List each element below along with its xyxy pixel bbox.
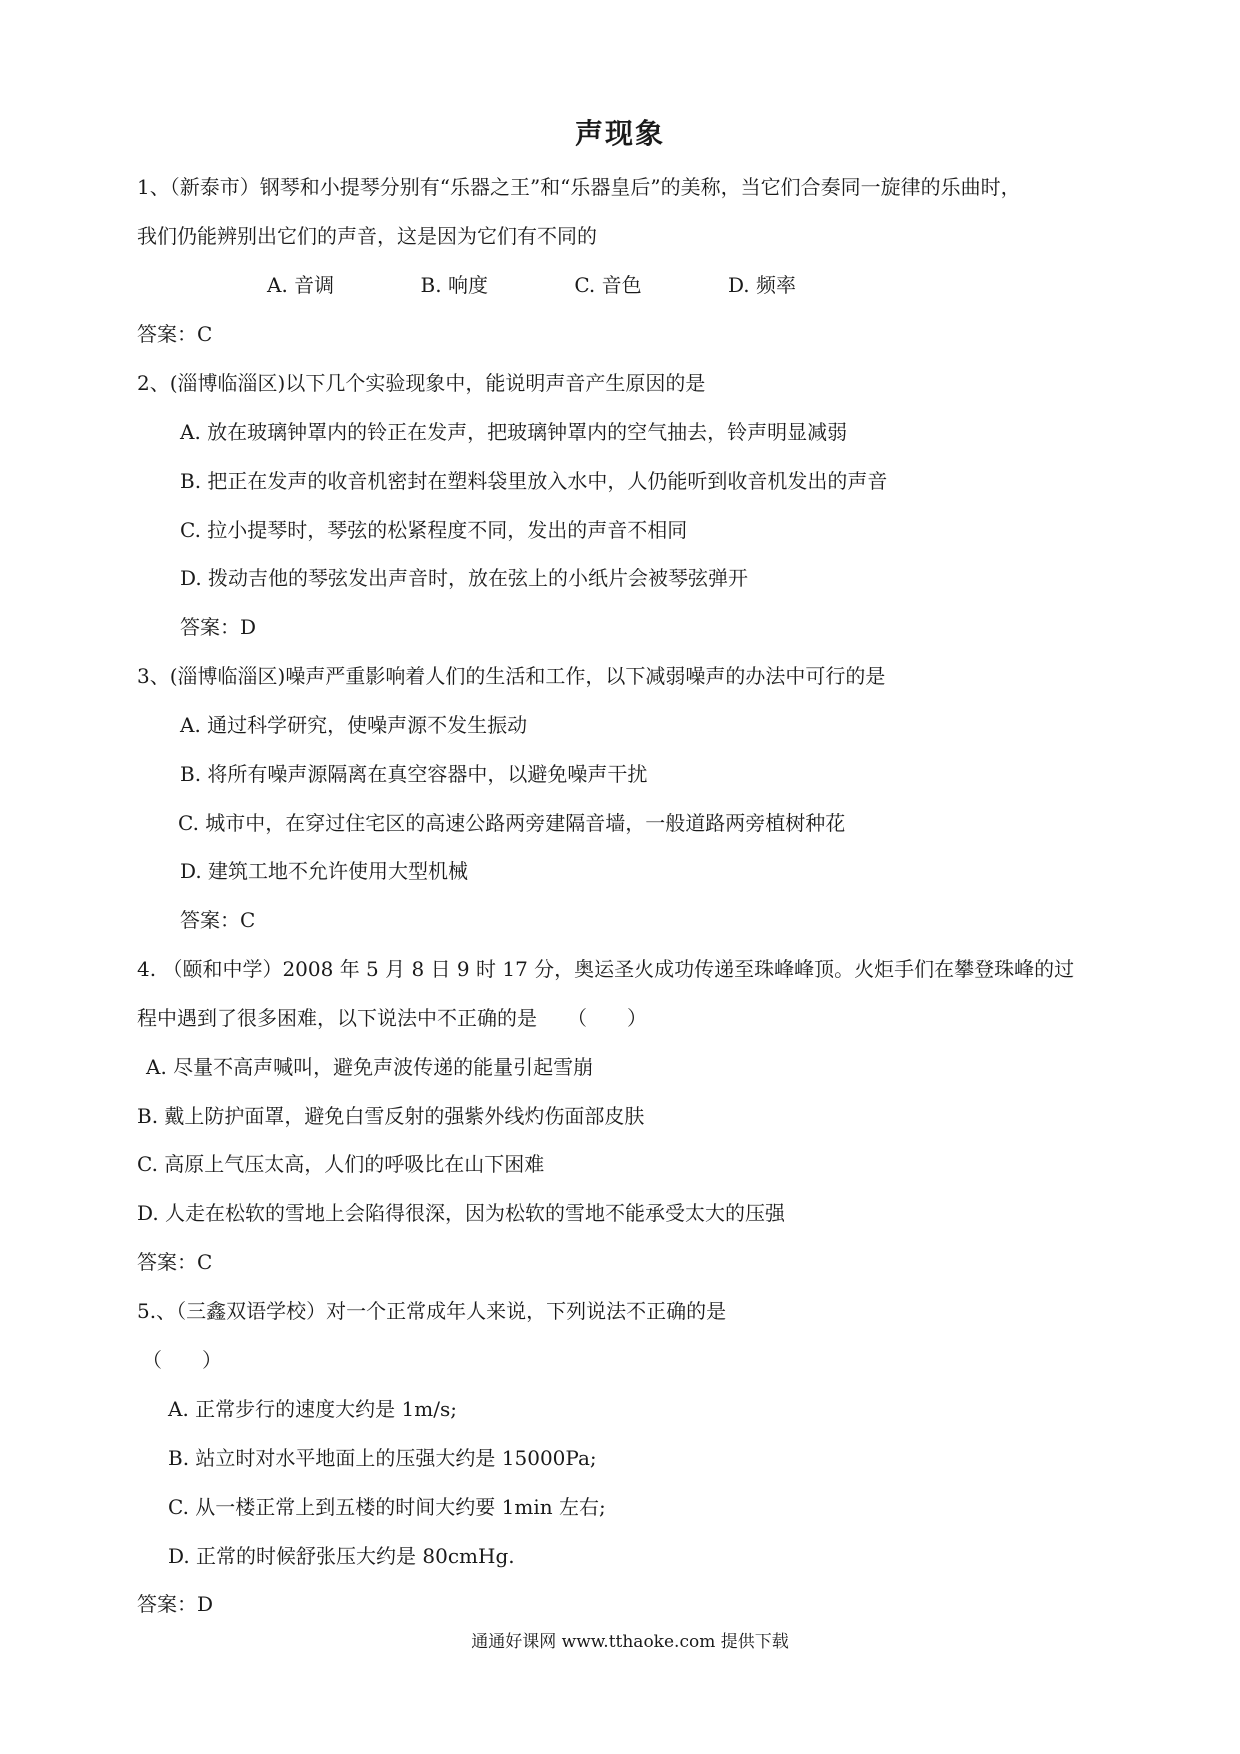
- q3-option-b: B. 将所有噪声源隔离在真空容器中，以避免噪声干扰: [180, 762, 648, 786]
- q2-answer: 答案：D: [180, 615, 257, 639]
- q1-answer: 答案：C: [137, 322, 213, 346]
- q5-stem-line1: 5.、（三鑫双语学校）对一个正常成年人来说，下列说法不正确的是: [137, 1299, 727, 1323]
- q2-option-a: A. 放在玻璃钟罩内的铃正在发声，把玻璃钟罩内的空气抽去，铃声明显减弱: [180, 420, 848, 444]
- q4-stem-line2: 程中遇到了很多困难，以下说法中不正确的是 （ ）: [137, 1006, 647, 1030]
- q3-option-c: C. 城市中，在穿过住宅区的高速公路两旁建隔音墙，一般道路两旁植树种花: [178, 811, 846, 835]
- q2-option-c: C. 拉小提琴时，琴弦的松紧程度不同，发出的声音不相同: [180, 518, 688, 542]
- q1-options: [267, 270, 836, 300]
- q1-option-c: C. 音色: [574, 273, 642, 297]
- q5-answer: 答案：D: [137, 1592, 214, 1616]
- q3-stem: 3、(淄博临淄区)噪声严重影响着人们的生活和工作，以下减弱噪声的办法中可行的是: [137, 664, 886, 688]
- q4-option-c: C. 高原上气压太高，人们的呼吸比在山下困难: [137, 1152, 545, 1176]
- q1-stem-line2: 我们仍能辨别出它们的声音，这是因为它们有不同的: [137, 224, 597, 248]
- q4-answer: 答案：C: [137, 1250, 213, 1274]
- q4-option-a: A. 尽量不高声喊叫，避免声波传递的能量引起雪崩: [146, 1055, 594, 1079]
- q4-option-b: B. 戴上防护面罩，避免白雪反射的强紫外线灼伤面部皮肤: [137, 1104, 645, 1128]
- q2-option-d: D. 拨动吉他的琴弦发出声音时，放在弦上的小纸片会被琴弦弹开: [180, 566, 749, 590]
- q4-option-d: D. 人走在松软的雪地上会陷得很深，因为松软的雪地不能承受太大的压强: [137, 1201, 786, 1225]
- q2-stem: 2、(淄博临淄区)以下几个实验现象中，能说明声音产生原因的是: [137, 371, 706, 395]
- q5-option-d: D. 正常的时候舒张压大约是 80cmHg.: [168, 1544, 515, 1568]
- page-title: 声现象: [574, 117, 665, 150]
- q5-option-b: B. 站立时对水平地面上的压强大约是 15000Pa;: [168, 1446, 597, 1470]
- q1-option-b: B. 响度: [420, 273, 488, 297]
- q1-stem-line1: 1、（新泰市）钢琴和小提琴分别有“乐器之王”和“乐器皇后”的美称，当它们合奏同一旋律的乐曲时，: [137, 175, 1021, 199]
- q5-option-c: C. 从一楼正常上到五楼的时间大约要 1min 左右;: [168, 1495, 606, 1519]
- q3-answer: 答案：C: [180, 908, 256, 932]
- q5-option-a: A. 正常步行的速度大约是 1m/s;: [168, 1397, 457, 1421]
- footer-source: 通通好课网 www.tthaoke.com 提供下载: [471, 1632, 789, 1652]
- q3-option-a: A. 通过科学研究，使噪声源不发生振动: [180, 713, 528, 737]
- q2-option-b: B. 把正在发声的收音机密封在塑料袋里放入水中，人仍能听到收音机发出的声音: [180, 469, 888, 493]
- q5-stem-line2: （ ）: [142, 1348, 222, 1372]
- q1-option-d: D. 频率: [727, 273, 797, 297]
- q3-option-d: D. 建筑工地不允许使用大型机械: [180, 859, 469, 883]
- q1-option-a: A. 音调: [267, 273, 335, 297]
- q4-stem-line1: 4. （颐和中学）2008 年 5 月 8 日 9 时 17 分，奥运圣火成功传递至珠峰峰顶。火炬手们在攀登珠峰的过: [137, 957, 1075, 981]
